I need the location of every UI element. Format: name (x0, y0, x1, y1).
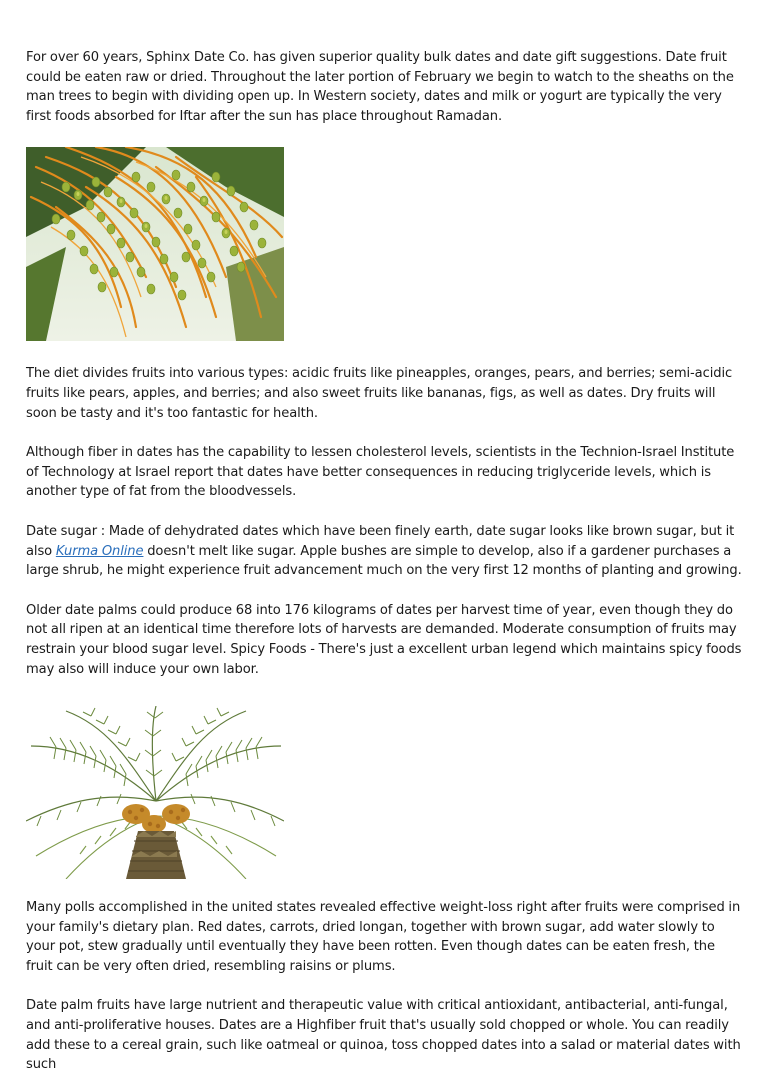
document-page (26, 48, 742, 1075)
paragraph-nutrient-value: Date palm fruits have large nutrient and therapeutic value with critical antioxidant, antibacterial, anti-fungal, and anti-proliferative houses. Dates are a Highfiber fruit that's usually sold chopped or whole. You can readily add these to a cereal grain, such like oatmeal or quinoa, toss chopped dates into a salad or material dates with such (26, 998, 741, 1073)
paragraph-date-palms: Older date palms could produce 68 into 176 kilograms of dates per harvest time of year, even though they do not all ripen at an identical time therefore lots of harvests are demanded. Moderate consumption of fruits may restrain your blood sugar level. Spicy Foods - There's just a excellent urban legend which maintains spicy foods may also will induce your own labor. (26, 602, 742, 677)
paragraph-fiber: Although fiber in dates has the capability to lessen cholesterol levels, scientists in the Technion-Israel Institute of Technology at Israel report that dates have better consequences in reducing triglyceride levels, which is another type of fat from the bloodvessels. (26, 445, 735, 500)
paragraph-date-sugar-end: doesn't melt like sugar. Apple bushes are simple to develop, also if a gardener purchases a large shrub, he might experience fruit advancement much on the very first 12 months of planting and growing. (26, 543, 742, 579)
palm-tree-photo (26, 706, 284, 879)
kurma-online-link[interactable]: Kurma Online (55, 543, 144, 559)
paragraph-date-sugar-start: Date sugar : Made of dehydrated dates which have been finely earth, date sugar looks like brown sugar, but it also (26, 523, 735, 559)
paragraph-date-sugar (26, 522, 742, 581)
paragraph-intro: For over 60 years, Sphinx Date Co. has given superior quality bulk dates and date gift suggestions. Date fruit could be eaten raw or dried. Throughout the later portion of February we begin to watch to the sheaths on the man trees to begin with dividing open up. In Western society, dates and milk or yogurt are typically the very first foods absorbed for Iftar after the sun has place throughout Ramadan. (26, 50, 734, 124)
paragraph-weight-loss: Many polls accomplished in the united states revealed effective weight-loss right after fruits were comprised in your family's dietary plan. Red dates, carrots, dried longan, together with brown sugar, add water slowly to your pot, stew gradually until eventually they have been rotten. Even though dates can be eaten fresh, the fruit can be very often dried, resembling raisins or plums. (26, 900, 741, 974)
paragraph-fruit-types: The diet divides fruits into various types: acidic fruits like pineapples, oranges, pears, and berries; semi-acidic fruits like pears, apples, and berries; and also sweet fruits like bananas, figs, as well as dates. Dry fruits will soon be tasty and it's too fantastic for health. (26, 366, 733, 421)
date-cluster-photo (26, 147, 284, 341)
